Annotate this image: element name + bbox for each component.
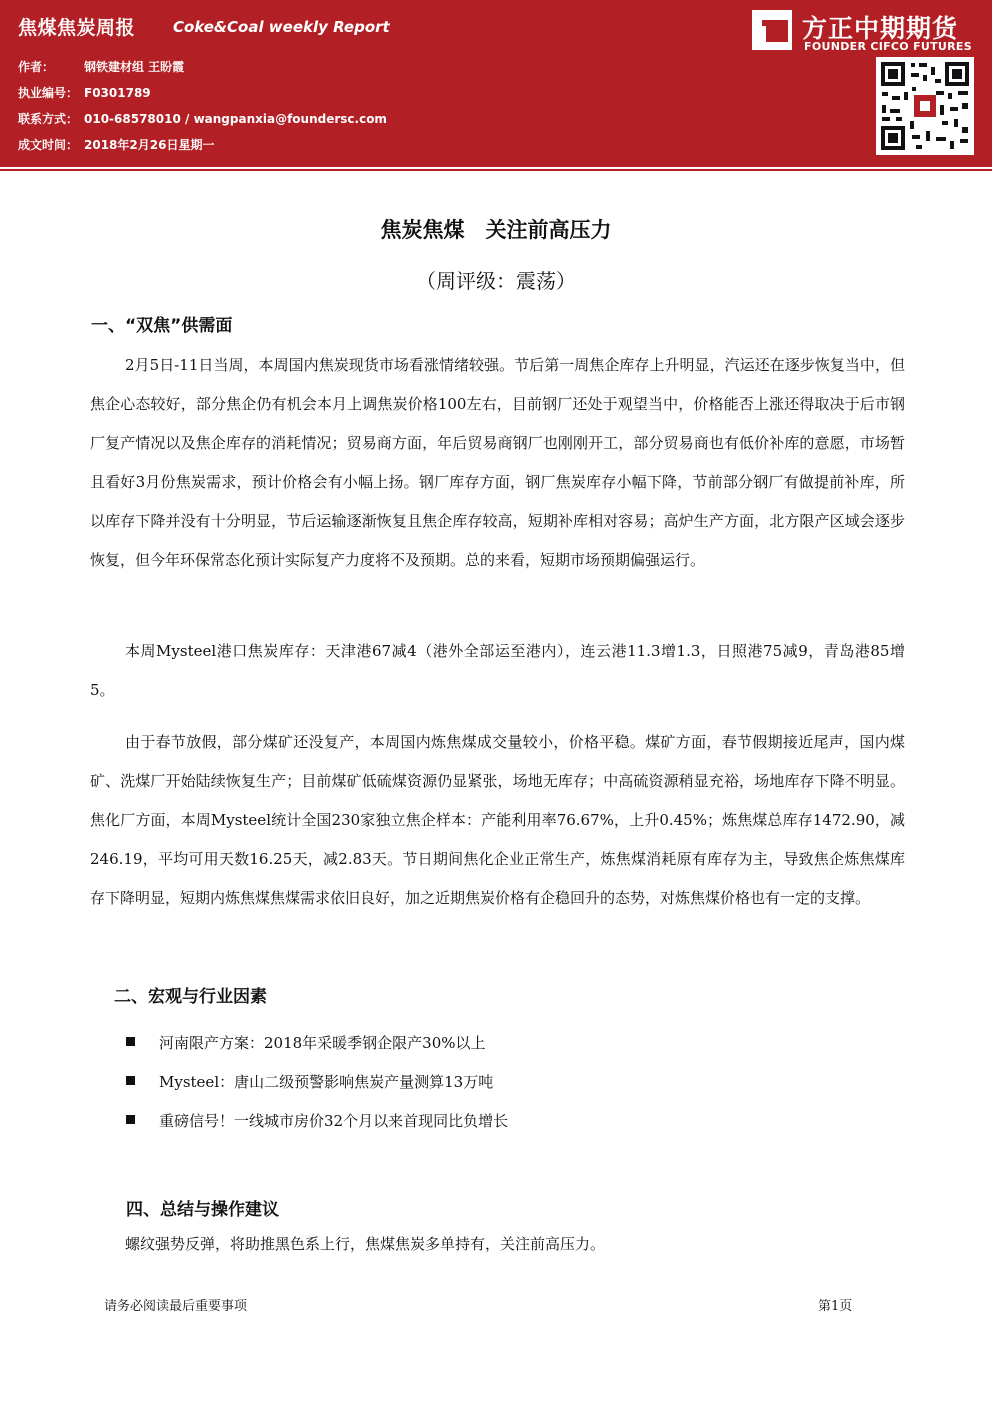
news-item[interactable] xyxy=(126,1110,508,1131)
weekly-rating: （周评级：震荡） xyxy=(416,269,576,293)
logo-text-cn: 方正中期期货 xyxy=(802,14,959,43)
section4-paragraph: 螺纹强势反弹，将助推黑色系上行，焦煤焦炭多单持有，关注前高压力。 xyxy=(125,1235,606,1253)
section1-heading: 一、“双焦”供需面 xyxy=(91,316,233,336)
section4-heading: 四、总结与操作建议 xyxy=(126,1200,279,1220)
bullet-square-icon xyxy=(126,1115,135,1124)
contact-value[interactable]: 010-68578010 / wangpanxia@foundersc.com xyxy=(84,112,387,126)
meta-date xyxy=(18,136,214,153)
bullet-square-icon xyxy=(126,1037,135,1046)
qr-code-icon xyxy=(876,57,974,155)
meta-author xyxy=(18,58,184,75)
founder-logo-icon xyxy=(752,10,792,50)
company-logo xyxy=(752,6,980,56)
license-value: F0301789 xyxy=(84,86,151,100)
header-divider xyxy=(0,169,992,171)
news-item-text: Mysteel：唐山二级预警影响焦炭产量测算13万吨 xyxy=(159,1073,494,1091)
date-label: 成文时间： xyxy=(18,138,79,152)
section1-paragraph-2: 本周Mysteel港口焦炭库存：天津港67减4（港外全部运至港内），连云港11.3增1.3，日照港75减9，青岛港85增5。 xyxy=(90,642,905,699)
page-number: 第1页 xyxy=(818,1299,853,1314)
bullet-square-icon xyxy=(126,1076,135,1085)
section1-paragraph-1: 2月5日-11日当周，本周国内焦炭现货市场看涨情绪较强。节后第一周焦企库存上升明显，汽运还在逐步恢复当中，但焦企心态较好，部分焦企仍有机会本月上调焦炭价格100左右，目前钢厂还处于观望当中，价格能否上涨还得取决于后市钢厂复产情况以及焦企库存的消耗情况；贸易商方面，年后贸易商钢厂也刚刚开工，部分贸易商也有低价补库的意愿，市场暂且看好3月份焦炭需求，预计价格会有小幅上扬。钢厂库存方面，钢厂焦炭库存小幅下降，节前部分钢厂有做提前补库，所以库存下降并没有十分明显，节后运输逐渐恢复且焦企库存较高，短期补库相对容易；高炉生产方面，北方限产区域会逐步恢复，但今年环保常态化预计实际复产力度将不及预期。总的来看，短期市场预期偏强运行。 xyxy=(90,356,905,569)
meta-contact xyxy=(18,110,387,127)
news-item-text: 河南限产方案：2018年采暖季钢企限产30%以上 xyxy=(159,1034,486,1052)
author-value: 钢铁建材组 王盼霞 xyxy=(84,60,185,74)
section2-heading: 二、宏观与行业因素 xyxy=(114,987,267,1007)
news-item-text: 重磅信号！一线城市房价32个月以来首现同比负增长 xyxy=(159,1112,509,1130)
contact-label: 联系方式： xyxy=(18,112,79,126)
license-label: 执业编号： xyxy=(18,86,79,100)
date-value: 2018年2月26日星期一 xyxy=(84,138,215,152)
meta-license xyxy=(18,84,151,101)
document-title: 焦炭焦煤 关注前高压力 xyxy=(380,218,612,242)
logo-text-en: FOUNDER CIFCO FUTURES xyxy=(804,40,972,53)
footer-notice: 请务必阅读最后重要事项 xyxy=(104,1299,248,1314)
section1-paragraph-3: 由于春节放假，部分煤矿还没复产，本周国内炼焦煤成交量较小，价格平稳。煤矿方面，春节假期接近尾声，国内煤矿、洗煤厂开始陆续恢复生产；目前煤矿低硫煤资源仍显紧张，场地无库存；中高硫资源稍显充裕，场地库存下降不明显。焦化厂方面，本周Mysteel统计全国230家独立焦企样本：产能利用率76.67%，上升0.45%；炼焦煤总库存1472.90，减246.19，平均可用天数16.25天，减2.83天。节日期间焦化企业正常生产，炼焦煤消耗原有库存为主，导致焦企炼焦煤库存下降明显，短期内炼焦煤焦煤需求依旧良好，加之近期焦炭价格有企稳回升的态势，对炼焦煤价格也有一定的支撑。 xyxy=(90,733,905,907)
author-label: 作者： xyxy=(18,60,55,74)
report-title-cn: 焦煤焦炭周报 xyxy=(18,17,136,39)
report-title-en: Coke&Coal weekly Report xyxy=(173,18,390,36)
report-header xyxy=(0,0,992,167)
news-item[interactable] xyxy=(126,1071,493,1092)
news-item[interactable] xyxy=(126,1032,486,1053)
